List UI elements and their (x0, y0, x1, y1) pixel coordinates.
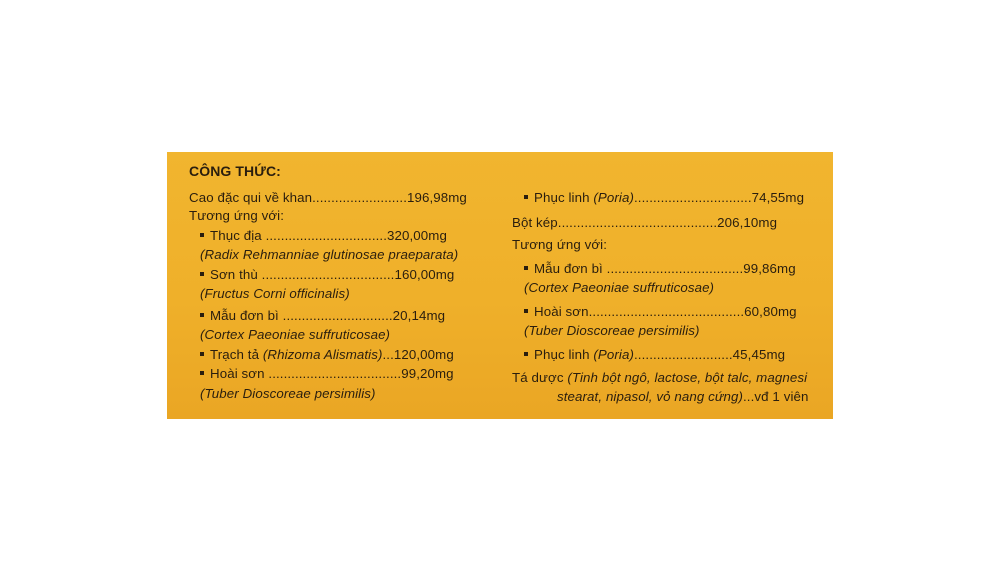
phuc-linh-name-1: Phục linh (534, 190, 594, 205)
excipients-list-2: stearat, nipasol, vỏ nang cứng) (557, 389, 743, 404)
trach-ta-name: Trạch tả (210, 347, 263, 362)
formula-title: CÔNG THỨC: (189, 163, 281, 179)
phuc-linh-amount-2: ..........................45,45mg (634, 347, 786, 362)
thuc-dia-latin: (Radix Rehmanniae glutinosae praeparata) (200, 247, 459, 262)
trach-ta-latin: (Rhizoma Alismatis) (262, 347, 383, 362)
son-thu-latin: (Fructus Corni officinalis) (200, 286, 350, 301)
excipients-amount: ...vđ 1 viên (742, 389, 809, 404)
bullet-icon (200, 233, 204, 237)
son-thu-text: Sơn thù ...................................160,00mg (210, 267, 455, 282)
son-thu-line (200, 266, 454, 284)
bullet-icon (524, 352, 528, 356)
bot-kep-line: Bột kép..........................................206,10mg (512, 215, 778, 230)
excipients-line-1 (512, 369, 807, 387)
hoai-son-text-right: Hoài sơn.........................................60,80mg (534, 304, 797, 319)
dry-extract-line: Cao đặc qui về khan.........................196,98mg (189, 190, 467, 205)
phuc-linh-latin-2: (Poria) (593, 347, 635, 362)
hoai-son-line-right (524, 303, 797, 321)
mau-don-bi-line-left (200, 307, 445, 325)
equivalent-label-left: Tương ứng với: (189, 208, 285, 223)
equivalent-label-right: Tương ứng với: (512, 237, 608, 252)
bullet-icon (200, 371, 204, 375)
trach-ta-line (200, 346, 454, 364)
bullet-icon (200, 352, 204, 356)
bullet-icon (200, 313, 204, 317)
phuc-linh-line-2 (524, 346, 785, 364)
bullet-icon (200, 272, 204, 276)
hoai-son-line-left (200, 365, 454, 383)
hoai-son-latin-left: (Tuber Dioscoreae persimilis) (200, 386, 376, 401)
bullet-icon (524, 266, 528, 270)
thuc-dia-line (200, 227, 447, 245)
thuc-dia-text: Thục địa ................................320,00mg (210, 228, 447, 243)
phuc-linh-amount-1: ...............................74,55mg (634, 190, 805, 205)
excipients-list-1: (Tinh bột ngô, lactose, bột talc, magnesi (567, 370, 808, 385)
mau-don-bi-line-right (524, 260, 796, 278)
hoai-son-latin-right: (Tuber Dioscoreae persimilis) (524, 323, 700, 338)
phuc-linh-latin-1: (Poria) (593, 190, 635, 205)
phuc-linh-line-1 (524, 189, 804, 207)
bullet-icon (524, 195, 528, 199)
mau-don-bi-latin-right: (Cortex Paeoniae suffruticosae) (524, 280, 715, 295)
mau-don-bi-latin-left: (Cortex Paeoniae suffruticosae) (200, 327, 391, 342)
hoai-son-text-left: Hoài sơn ...................................99,20mg (210, 366, 454, 381)
mau-don-bi-text-left: Mẫu đơn bì .............................20,14mg (210, 308, 446, 323)
mau-don-bi-text-right: Mẫu đơn bì ....................................99,86mg (534, 261, 796, 276)
trach-ta-amount: ...120,00mg (382, 347, 454, 362)
excipients-label: Tá dược (512, 370, 568, 385)
phuc-linh-name-2: Phục linh (534, 347, 594, 362)
excipients-line-2 (557, 388, 809, 406)
formula-panel (167, 152, 833, 419)
bullet-icon (524, 309, 528, 313)
